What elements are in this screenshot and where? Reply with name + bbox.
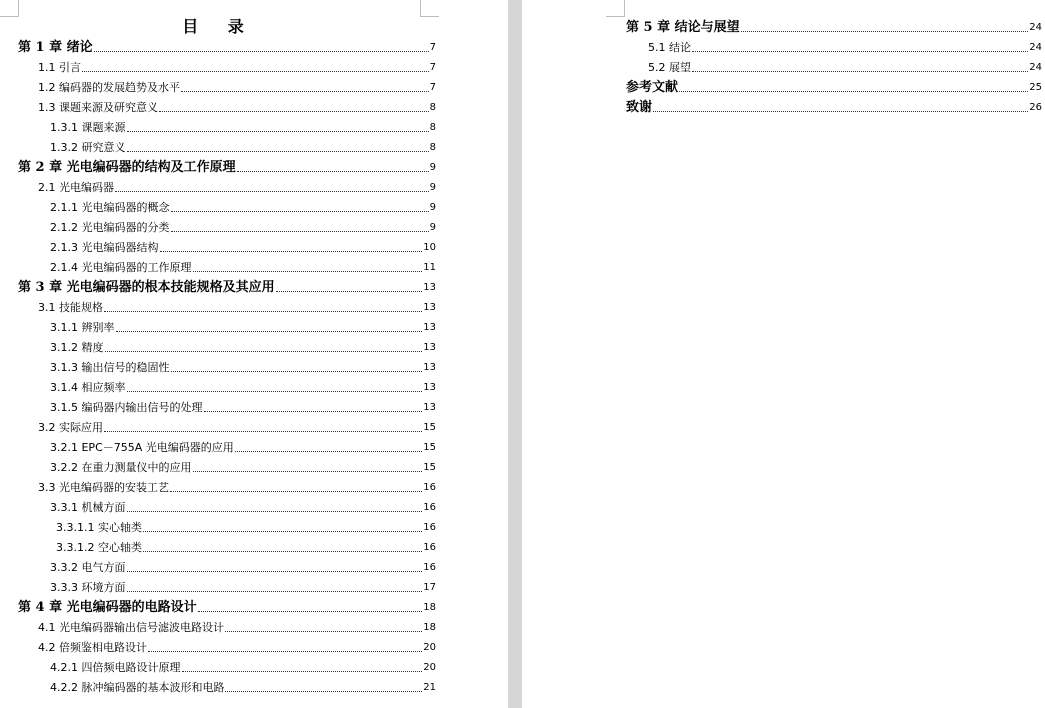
toc-leader-dots: [127, 591, 423, 592]
toc-leader-dots: [82, 71, 429, 72]
toc-entry-title: 1.2 编码器的发展趋势及水平: [38, 81, 180, 94]
toc-entry-title: 3.1.1 辨别率: [50, 321, 115, 334]
toc-leader-dots: [115, 191, 429, 192]
toc-entry-page: 16: [423, 502, 436, 513]
toc-entry-page: 20: [423, 642, 436, 653]
toc-entry-page: 13: [423, 302, 436, 313]
toc-leader-dots: [143, 551, 422, 552]
toc-entry[interactable]: [0, 436, 436, 456]
toc-leader-dots: [171, 211, 429, 212]
toc-entry-title: 2.1.4 光电编码器的工作原理: [50, 261, 192, 274]
toc-leader-dots: [679, 91, 1028, 92]
toc-entry-title: 致谢: [626, 100, 653, 115]
toc-leader-dots: [235, 451, 422, 452]
toc-list-right: [522, 16, 1042, 116]
toc-entry[interactable]: [522, 56, 1042, 76]
toc-entry-title: 1.1 引言: [38, 61, 81, 74]
toc-entry-page: 20: [423, 662, 436, 673]
toc-entry-title: 3.3.1.2 空心轴类: [56, 541, 142, 554]
toc-entry-title: 4.2.1 四倍频电路设计原理: [50, 661, 181, 674]
toc-entry-title: 第 5 章 结论与展望: [626, 20, 740, 35]
toc-leader-dots: [204, 411, 423, 412]
toc-leader-dots: [170, 491, 422, 492]
toc-leader-dots: [276, 291, 423, 292]
toc-entry[interactable]: [0, 376, 436, 396]
toc-entry[interactable]: [522, 16, 1042, 36]
toc-leader-dots: [127, 131, 429, 132]
toc-entry-title: 5.2 展望: [648, 61, 691, 74]
toc-entry-page: 18: [423, 622, 436, 633]
toc-leader-dots: [105, 351, 423, 352]
toc-entry[interactable]: [0, 556, 436, 576]
toc-entry[interactable]: [0, 336, 436, 356]
toc-entry[interactable]: [0, 76, 436, 96]
toc-entry[interactable]: [0, 356, 436, 376]
toc-entry-title: 5.1 结论: [648, 41, 691, 54]
toc-entry[interactable]: [0, 476, 436, 496]
toc-leader-dots: [127, 571, 423, 572]
toc-leader-dots: [181, 91, 429, 92]
toc-leader-dots: [237, 171, 429, 172]
toc-entry-title: 4.2.2 脉冲编码器的基本波形和电路: [50, 681, 225, 694]
page-gutter: [508, 0, 522, 708]
toc-title: 目 录: [182, 17, 256, 36]
toc-entry-page: 16: [423, 542, 436, 553]
toc-leader-dots: [127, 151, 429, 152]
toc-leader-dots: [104, 431, 422, 432]
toc-entry-title: 3.2.2 在重力测量仪中的应用: [50, 461, 192, 474]
toc-leader-dots: [193, 271, 423, 272]
toc-entry-page: 24: [1029, 22, 1042, 33]
toc-entry-page: 8: [429, 122, 436, 133]
toc-entry-page: 7: [429, 62, 436, 73]
crop-mark-top-left: [606, 0, 625, 17]
toc-entry[interactable]: [0, 156, 436, 176]
toc-entry-page: 15: [423, 442, 436, 453]
toc-leader-dots: [127, 511, 423, 512]
toc-leader-dots: [225, 691, 422, 692]
toc-entry-page: 15: [423, 422, 436, 433]
toc-entry[interactable]: [0, 456, 436, 476]
toc-entry[interactable]: [0, 576, 436, 596]
toc-entry-page: 13: [423, 342, 436, 353]
toc-entry-title: 3.3 光电编码器的安装工艺: [38, 481, 169, 494]
toc-entry[interactable]: [0, 616, 436, 636]
toc-leader-dots: [741, 31, 1029, 32]
toc-entry[interactable]: [0, 256, 436, 276]
toc-entry[interactable]: [522, 36, 1042, 56]
toc-leader-dots: [692, 51, 1028, 52]
toc-leader-dots: [159, 111, 429, 112]
toc-entry-title: 第 1 章 绪论: [18, 40, 93, 55]
toc-entry-title: 3.1.2 精度: [50, 341, 104, 354]
toc-entry-title: 3.1 技能规格: [38, 301, 103, 314]
toc-entry-page: 8: [429, 102, 436, 113]
toc-leader-dots: [116, 331, 423, 332]
toc-entry-page: 21: [423, 682, 436, 693]
toc-entry-page: 13: [423, 382, 436, 393]
toc-entry-page: 24: [1029, 62, 1042, 73]
toc-entry-title: 3.1.3 输出信号的稳固性: [50, 361, 170, 374]
toc-entry[interactable]: [0, 136, 436, 156]
toc-entry-title: 第 3 章 光电编码器的根本技能规格及其应用: [18, 280, 275, 295]
toc-entry-page: 16: [423, 482, 436, 493]
toc-entry-title: 2.1.1 光电编码器的概念: [50, 201, 170, 214]
toc-entry-page: 7: [429, 42, 436, 53]
toc-entry[interactable]: [0, 496, 436, 516]
toc-entry-title: 3.3.1.1 实心轴类: [56, 521, 142, 534]
toc-entry-title: 2.1.2 光电编码器的分类: [50, 221, 170, 234]
toc-leader-dots: [653, 111, 1028, 112]
toc-entry-page: 10: [423, 242, 436, 253]
toc-entry[interactable]: [0, 656, 436, 676]
toc-entry-title: 4.1 光电编码器输出信号滤波电路设计: [38, 621, 224, 634]
toc-leader-dots: [143, 531, 422, 532]
toc-entry-title: 3.1.5 编码器内输出信号的处理: [50, 401, 203, 414]
toc-entry-page: 8: [429, 142, 436, 153]
toc-entry-title: 3.3.3 环境方面: [50, 581, 126, 594]
toc-entry-page: 13: [423, 322, 436, 333]
toc-entry-page: 11: [423, 262, 436, 273]
toc-entry-page: 7: [429, 82, 436, 93]
toc-entry-page: 9: [429, 202, 436, 213]
toc-entry[interactable]: [0, 96, 436, 116]
toc-leader-dots: [127, 391, 423, 392]
toc-entry-title: 3.2 实际应用: [38, 421, 103, 434]
toc-entry[interactable]: [0, 536, 436, 556]
toc-entry-page: 15: [423, 462, 436, 473]
toc-entry-page: 24: [1029, 42, 1042, 53]
toc-leader-dots: [160, 251, 423, 252]
toc-entry-title: 3.3.2 电气方面: [50, 561, 126, 574]
toc-entry[interactable]: [0, 416, 436, 436]
toc-entry-page: 9: [429, 222, 436, 233]
toc-entry-page: 17: [423, 582, 436, 593]
toc-entry-page: 25: [1029, 82, 1042, 93]
toc-entry[interactable]: [0, 216, 436, 236]
toc-leader-dots: [193, 471, 423, 472]
toc-entry-page: 9: [429, 182, 436, 193]
toc-entry[interactable]: [0, 676, 436, 696]
toc-entry[interactable]: [0, 36, 436, 56]
toc-leader-dots: [182, 671, 423, 672]
toc-entry[interactable]: [0, 196, 436, 216]
toc-entry-page: 13: [423, 282, 436, 293]
toc-leader-dots: [198, 611, 423, 612]
toc-entry-title: 1.3.1 课题来源: [50, 121, 126, 134]
toc-entry-title: 3.2.1 EPC－755A 光电编码器的应用: [50, 441, 234, 454]
document-page-right: [522, 0, 1045, 708]
toc-entry[interactable]: [522, 96, 1042, 116]
document-page-left: [0, 0, 508, 708]
toc-entry[interactable]: [0, 516, 436, 536]
toc-entry-page: 16: [423, 562, 436, 573]
toc-entry-page: 13: [423, 402, 436, 413]
toc-list-left: [0, 36, 436, 696]
toc-entry[interactable]: [0, 116, 436, 136]
toc-entry[interactable]: [0, 316, 436, 336]
toc-leader-dots: [104, 311, 422, 312]
toc-entry-title: 4.2 倍频鉴相电路设计: [38, 641, 147, 654]
toc-entry-title: 1.3.2 研究意义: [50, 141, 126, 154]
toc-entry[interactable]: [0, 56, 436, 76]
toc-entry-title: 3.1.4 相应频率: [50, 381, 126, 394]
toc-entry[interactable]: [0, 176, 436, 196]
toc-entry[interactable]: [0, 296, 436, 316]
toc-entry-page: 9: [429, 162, 436, 173]
toc-entry-title: 3.3.1 机械方面: [50, 501, 126, 514]
toc-leader-dots: [171, 231, 429, 232]
toc-entry-title: 第 4 章 光电编码器的电路设计: [18, 600, 197, 615]
toc-leader-dots: [148, 651, 422, 652]
toc-entry-title: 2.1.3 光电编码器结构: [50, 241, 159, 254]
toc-leader-dots: [94, 51, 429, 52]
toc-entry[interactable]: [0, 276, 436, 296]
toc-entry-page: 13: [423, 362, 436, 373]
toc-entry-title: 第 2 章 光电编码器的结构及工作原理: [18, 160, 236, 175]
toc-leader-dots: [225, 631, 422, 632]
toc-entry-title: 1.3 课题来源及研究意义: [38, 101, 158, 114]
toc-entry[interactable]: [0, 236, 436, 256]
toc-entry-title: 参考文献: [626, 80, 679, 95]
toc-entry[interactable]: [0, 596, 436, 616]
toc-entry[interactable]: [0, 636, 436, 656]
toc-entry[interactable]: [522, 76, 1042, 96]
toc-entry-page: 26: [1029, 102, 1042, 113]
toc-leader-dots: [692, 71, 1028, 72]
toc-leader-dots: [171, 371, 423, 372]
toc-entry-title: 2.1 光电编码器: [38, 181, 114, 194]
toc-entry-page: 18: [423, 602, 436, 613]
toc-entry[interactable]: [0, 396, 436, 416]
toc-entry-page: 16: [423, 522, 436, 533]
